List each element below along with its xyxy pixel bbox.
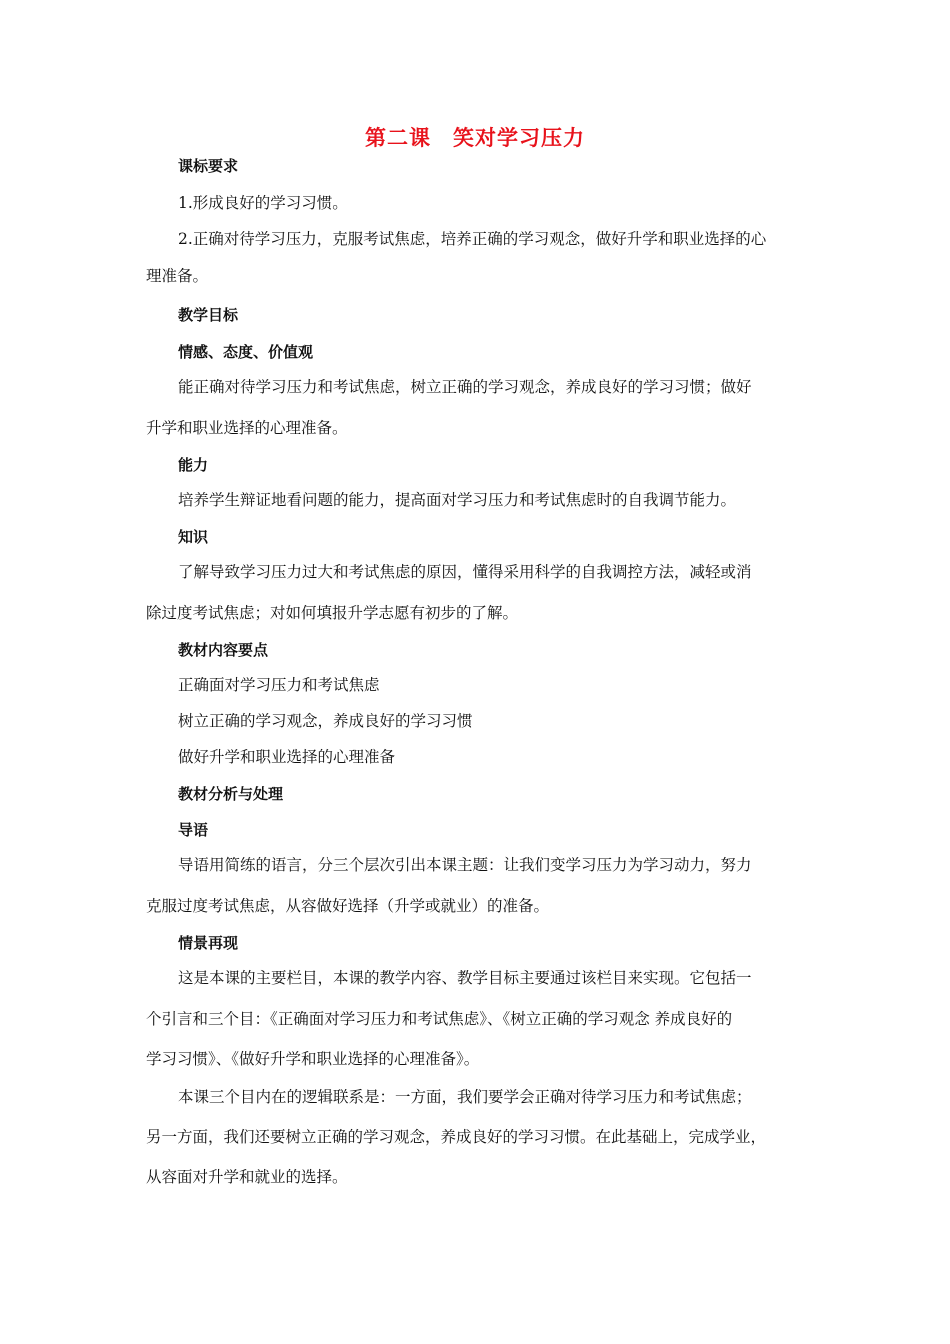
heading-line: 导语 xyxy=(178,821,209,839)
heading-line: 课标要求 xyxy=(178,157,239,175)
body-line: 升学和职业选择的心理准备。 xyxy=(146,419,348,437)
body-line: 树立正确的学习观念，养成良好的学习习惯 xyxy=(178,712,473,730)
heading-line: 能力 xyxy=(178,456,209,474)
heading-line: 情感、态度、价值观 xyxy=(178,343,314,361)
body-line: 正确面对学习压力和考试焦虑 xyxy=(178,676,380,694)
body-line: 从容面对升学和就业的选择。 xyxy=(146,1168,348,1186)
body-line: 培养学生辩证地看问题的能力，提高面对学习压力和考试焦虑时的自我调节能力。 xyxy=(178,491,737,509)
body-line: 另一方面，我们还要树立正确的学习观念，养成良好的学习习惯。在此基础上，完成学业， xyxy=(146,1128,767,1146)
heading-line: 知识 xyxy=(178,528,209,546)
body-line: 个引言和三个目：《正确面对学习压力和考试焦虑》、《树立正确的学习观念 养成良好的 xyxy=(146,1010,733,1028)
body-line: 理准备。 xyxy=(146,267,209,285)
body-line: 除过度考试焦虑；对如何填报升学志愿有初步的了解。 xyxy=(146,604,519,622)
title-lesson-number: 第二课 xyxy=(365,126,431,150)
heading-line: 教材内容要点 xyxy=(178,641,269,659)
body-line: 本课三个目内在的逻辑联系是：一方面，我们要学会正确对待学习压力和考试焦虑； xyxy=(178,1088,752,1106)
body-line: 1.形成良好的学习习惯。 xyxy=(178,194,348,212)
heading-line: 情景再现 xyxy=(178,934,239,952)
body-line: 了解导致学习压力过大和考试焦虑的原因，懂得采用科学的自我调控方法，减轻或消 xyxy=(178,563,752,581)
body-line: 这是本课的主要栏目，本课的教学内容、教学目标主要通过该栏目来实现。它包括一 xyxy=(178,969,752,987)
body-line: 克服过度考试焦虑，从容做好选择（升学或就业）的准备。 xyxy=(146,897,550,915)
body-line: 学习习惯》、《做好升学和职业选择的心理准备》。 xyxy=(146,1050,480,1068)
body-line: 导语用简练的语言，分三个层次引出本课主题：让我们变学习压力为学习动力，努力 xyxy=(178,856,752,874)
body-line: 2.正确对待学习压力，克服考试焦虑，培养正确的学习观念，做好升学和职业选择的心 xyxy=(178,230,767,248)
body-line: 做好升学和职业选择的心理准备 xyxy=(178,748,396,766)
document-title xyxy=(0,122,950,152)
title-lesson-name: 笑对学习压力 xyxy=(453,126,585,150)
body-line: 能正确对待学习压力和考试焦虑，树立正确的学习观念，养成良好的学习习惯；做好 xyxy=(178,378,752,396)
heading-line: 教材分析与处理 xyxy=(178,785,284,803)
heading-line: 教学目标 xyxy=(178,306,239,324)
